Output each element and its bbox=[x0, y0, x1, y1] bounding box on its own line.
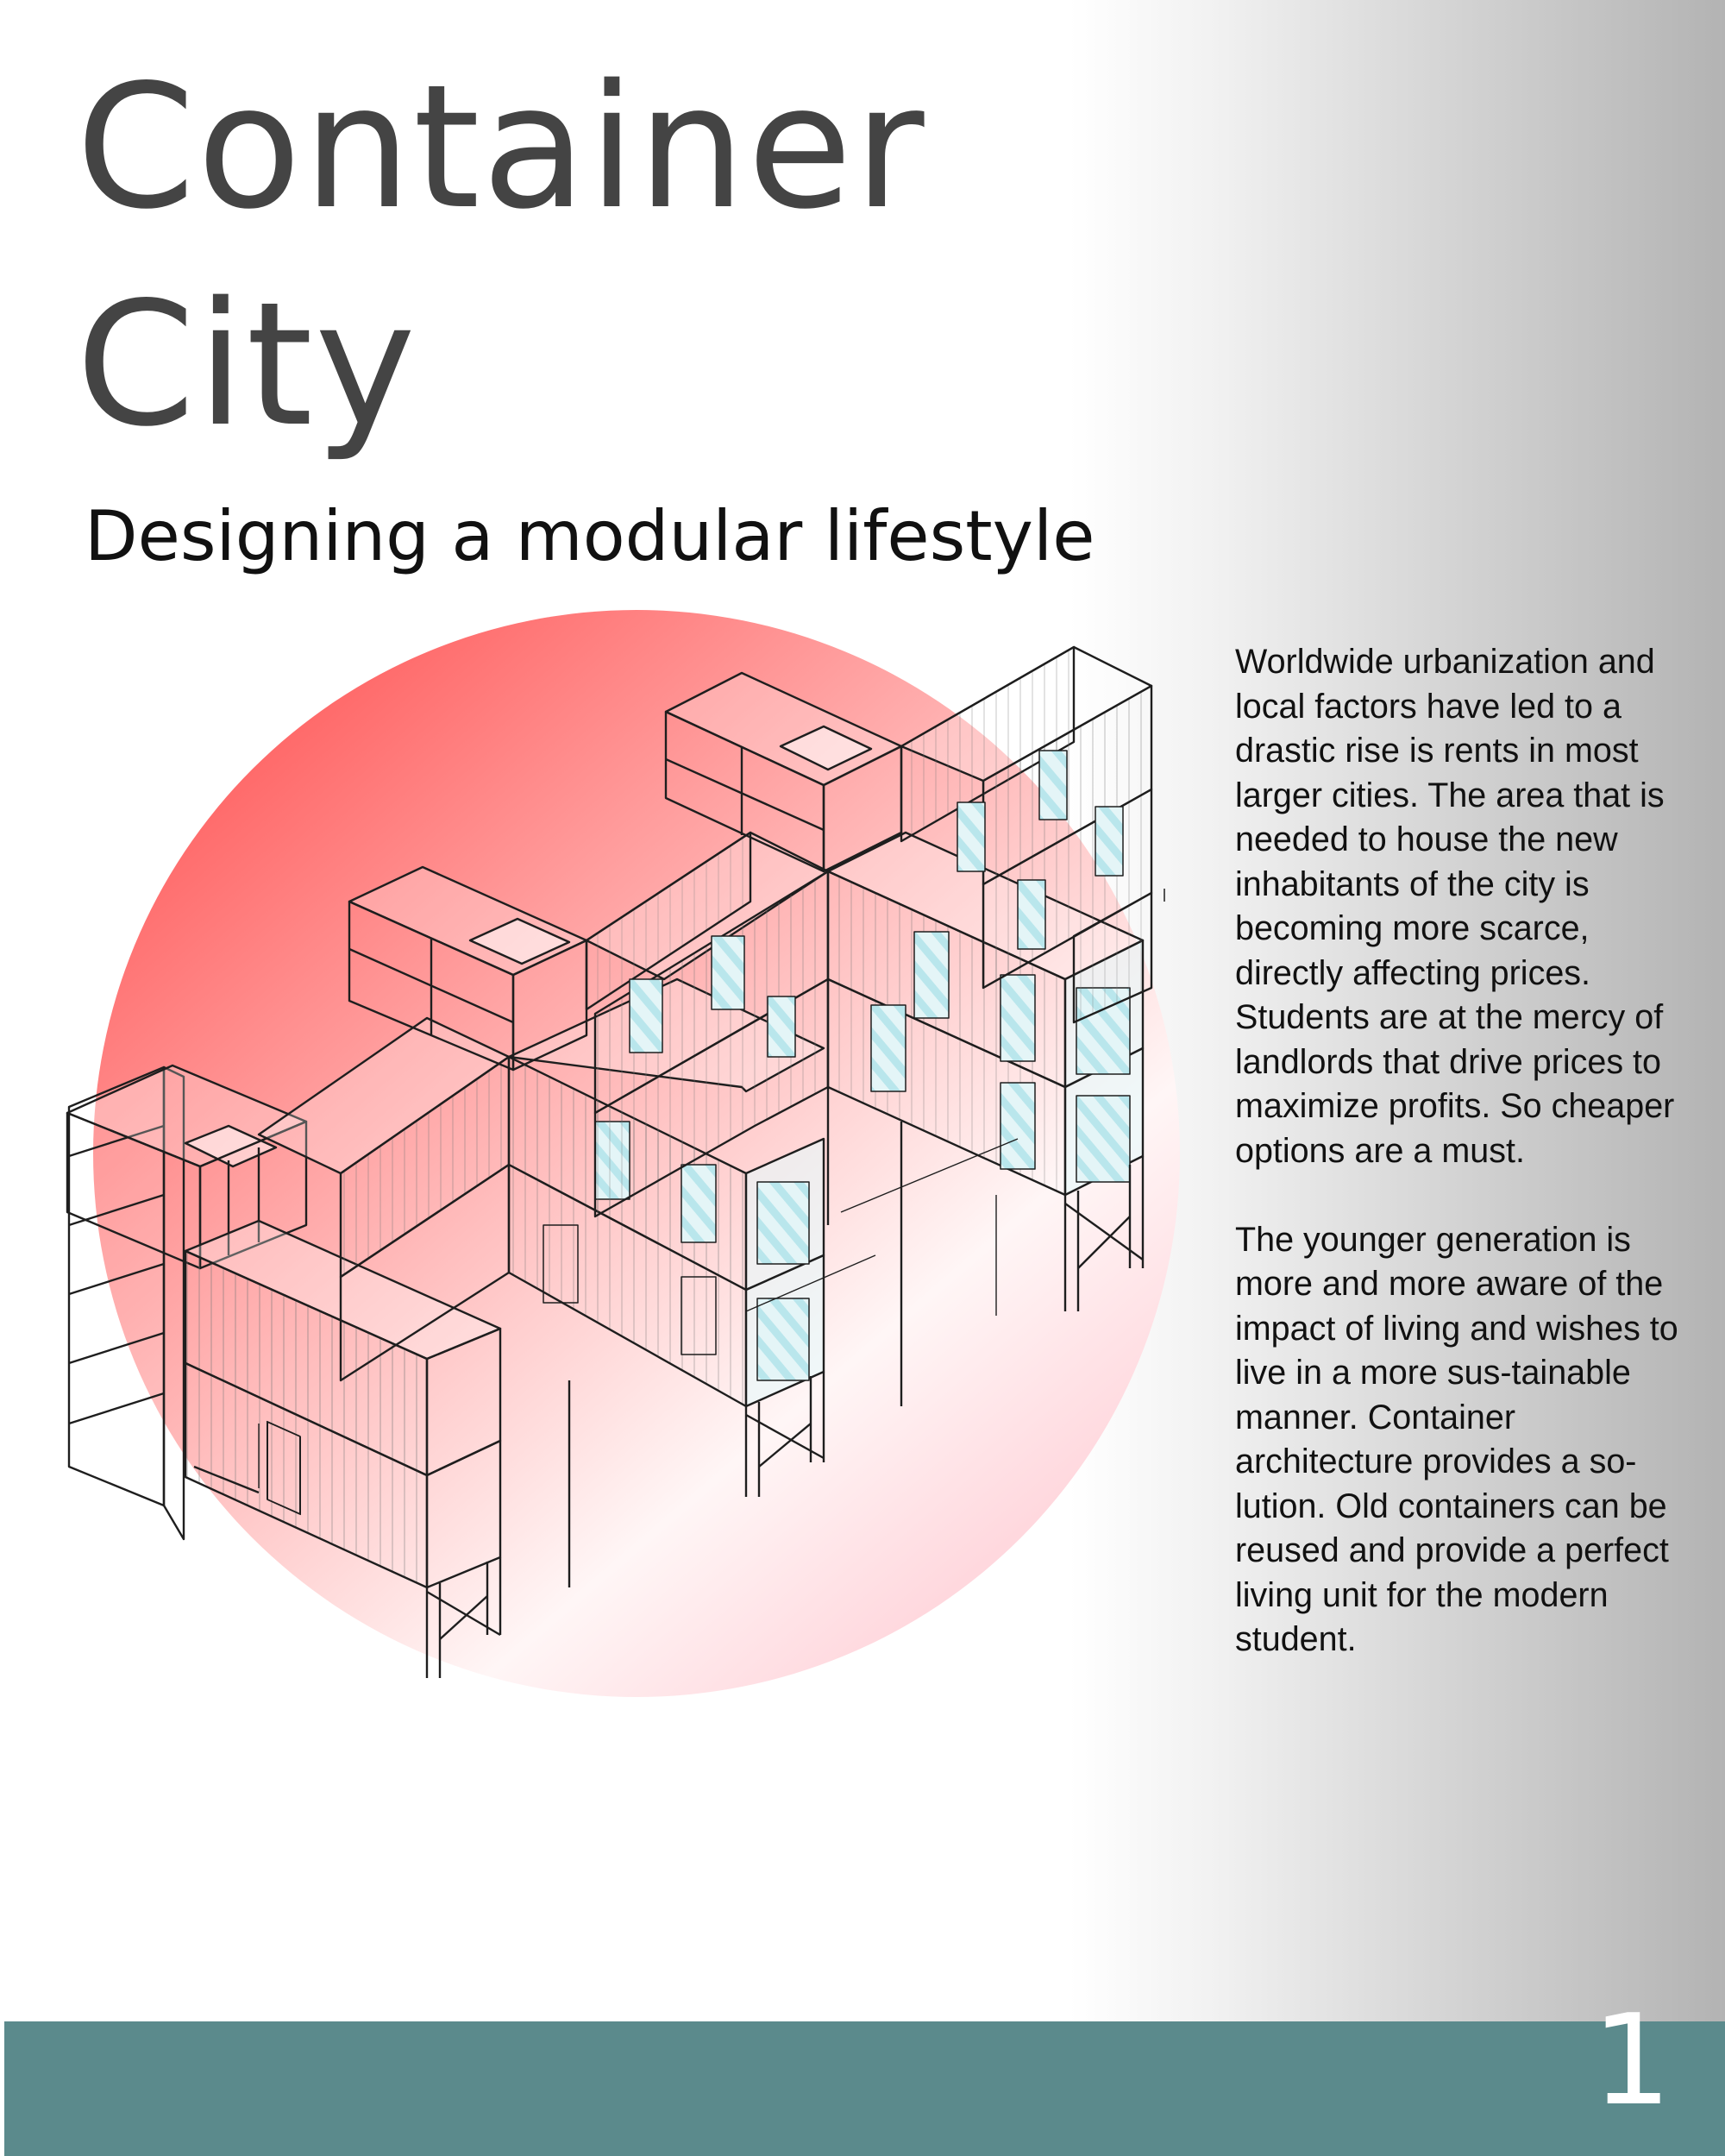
title-line-2: City bbox=[76, 265, 418, 464]
paragraph-1: Worldwide urbanization and local factors have led to a drastic rise is rents in most larger cities. The area that is needed to house the new inhabitants of the city is becoming more scarce, directly affecting prices. Students are at the mercy of landlords that drive prices to maximize profits. So cheaper options are a must. bbox=[1235, 643, 1675, 1170]
title-line-1: Container bbox=[76, 47, 926, 247]
paragraph-2: The younger generation is more and more aware of the impact of living and wishes to live in a more sus-tainable manner. Container architecture provides a so-lution. Old containers can be reused and provide a perfect living unit for the modern student. bbox=[1235, 1220, 1678, 1658]
page-number: 1 bbox=[1591, 1988, 1672, 2134]
footer-bar bbox=[4, 2021, 1725, 2156]
page-subtitle: Designing a modular lifestyle bbox=[85, 496, 1095, 576]
intro-text bbox=[1235, 640, 1701, 1707]
